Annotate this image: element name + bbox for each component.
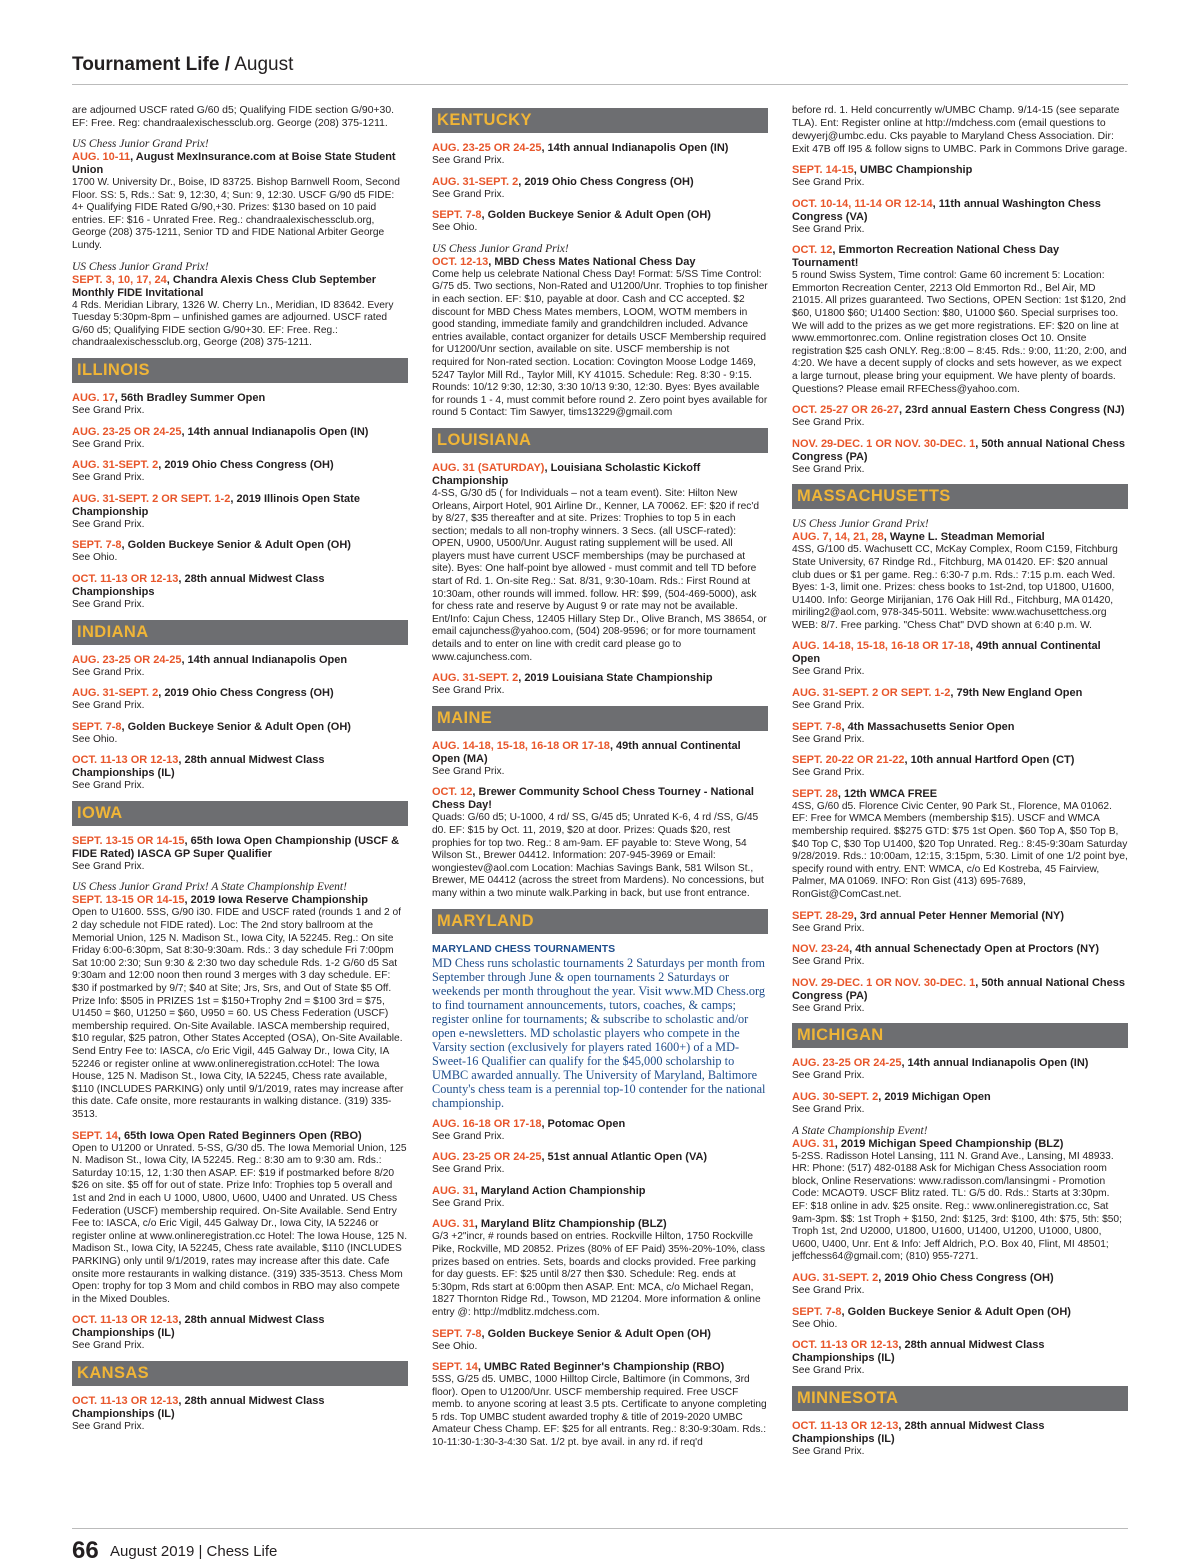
listing-dates: SEPT. 14 bbox=[432, 1361, 478, 1374]
listing-heading bbox=[792, 1306, 1128, 1319]
listing-title: , 2019 Ohio Chess Congress (OH) bbox=[518, 175, 694, 188]
notice-text: MD Chess runs scholastic tournaments 2 Saturdays per month from September through June & open tournaments 2 Saturdays or weekends per month throughout the year. Visit www.MD Chess.org to find tournament announcements, tutors, coaches, & camps; register online for tournaments; & subscribe to scholastic and/or open e-newsletters. MD scholastic players who compete in the Varsity section (exclusively for players rated 1600+) of a MD-Sweet-16 Qualifier can qualify for the $45,000 scholarship to UMBC awarded annually. The University of Maryland, Baltimore County's chess team is a perennial top-10 contender for the national championship. bbox=[432, 955, 766, 1110]
listing-details: See Grand Prix. bbox=[792, 223, 865, 235]
listing-dates: OCT. 25-27 OR 26-27 bbox=[792, 404, 899, 417]
listing-heading bbox=[792, 943, 1128, 956]
listing-title: , Brewer Community School Chess Tourney - National Chess Day! bbox=[432, 786, 754, 812]
listing-dates: SEPT. 7-8 bbox=[432, 209, 482, 222]
listing-title: , 14th annual Indianapolis Open (IN) bbox=[541, 142, 729, 154]
state-heading: MAINE bbox=[432, 706, 768, 731]
listing-heading bbox=[792, 1091, 1128, 1104]
tournament-listing bbox=[72, 835, 408, 874]
tournament-listing bbox=[72, 721, 408, 747]
listing-dates: SEPT. 13-15 OR 14-15 bbox=[72, 894, 185, 907]
listing-heading bbox=[792, 244, 1128, 270]
listing-dates: OCT. 11-13 OR 12-13 bbox=[72, 1314, 179, 1327]
listing-details: See Grand Prix. bbox=[792, 1070, 865, 1082]
listing-heading bbox=[72, 835, 408, 861]
state-heading: KENTUCKY bbox=[432, 108, 768, 133]
listing-details: See Grand Prix. bbox=[72, 518, 145, 530]
listing-dates: AUG. 31 bbox=[432, 1218, 475, 1231]
listing-details: See Grand Prix. bbox=[72, 860, 145, 872]
listing-details: See Grand Prix. bbox=[432, 188, 505, 200]
listing-tagline: US Chess Junior Grand Prix! bbox=[792, 518, 929, 531]
listing-dates: SEPT. 28-29 bbox=[792, 909, 854, 922]
listing-title: , Golden Buckeye Senior & Adult Open (OH) bbox=[481, 209, 711, 222]
tournament-listing bbox=[792, 1091, 1128, 1117]
listing-dates: SEPT. 13-15 OR 14-15 bbox=[72, 834, 185, 847]
listing-details: See Grand Prix. bbox=[72, 780, 145, 792]
listing-title: , 14th annual Indianapolis Open (IN) bbox=[901, 1057, 1089, 1070]
listing-heading bbox=[432, 462, 768, 488]
listing-details: See Grand Prix. bbox=[792, 666, 865, 678]
listing-title: , 28th annual Midwest Class Championships bbox=[72, 572, 325, 598]
listing-dates: SEPT. 3, 10, 17, 24 bbox=[72, 273, 167, 286]
listing-dates: AUG. 7, 14, 21, 28 bbox=[792, 531, 884, 544]
notice-heading: MARYLAND CHESS TOURNAMENTS bbox=[432, 942, 616, 955]
listing-heading bbox=[792, 1272, 1128, 1285]
tournament-listing bbox=[792, 687, 1128, 713]
listing-details: See Grand Prix. bbox=[432, 1164, 505, 1176]
tournament-listing bbox=[792, 1306, 1128, 1332]
continued-text: before rd. 1. Held concurrently w/UMBC Champ. 9/14-15 (see separate TLA). Ent: Register online at http://mdchess.com (email questions to dewyerj@umbc.edu. Cks payable to Maryland Chess Association. Dir: Exit 47B off I95 & follow signs to UMBC. Park in Commons Drive garage. bbox=[792, 105, 1128, 155]
tournament-listing bbox=[792, 164, 1128, 190]
listing-heading bbox=[792, 977, 1128, 1003]
tournament-listing bbox=[432, 740, 768, 779]
listing-details: See Grand Prix. bbox=[792, 1365, 865, 1377]
state-heading: MINNESOTA bbox=[792, 1386, 1128, 1411]
tournament-listing bbox=[432, 1218, 768, 1319]
listing-heading bbox=[792, 1339, 1128, 1365]
listing-heading bbox=[432, 1328, 768, 1341]
listing-heading bbox=[792, 640, 1128, 666]
listing-details: See Grand Prix. bbox=[72, 1340, 145, 1352]
listing-heading bbox=[432, 1361, 768, 1374]
listing-dates: OCT. 11-13 OR 12-13 bbox=[792, 1419, 899, 1432]
listing-dates: SEPT. 14-15 bbox=[792, 164, 854, 176]
listing-dates: AUG. 23-25 OR 24-25 bbox=[432, 1151, 542, 1164]
tournament-listing bbox=[432, 243, 768, 420]
tournament-listing bbox=[72, 881, 408, 1121]
tournament-listing bbox=[792, 788, 1128, 902]
column-2 bbox=[432, 104, 768, 1518]
listing-details: See Grand Prix. bbox=[792, 956, 865, 968]
listing-heading bbox=[432, 672, 768, 685]
listing-dates: AUG. 31-SEPT. 2 bbox=[432, 672, 519, 685]
tournament-listing bbox=[792, 721, 1128, 747]
listing-dates: SEPT. 7-8 bbox=[72, 720, 122, 733]
listing-heading bbox=[432, 1218, 768, 1231]
listing-heading bbox=[432, 786, 768, 812]
listing-heading bbox=[792, 404, 1128, 417]
listing-details: See Ohio. bbox=[792, 1318, 838, 1330]
tournament-listing bbox=[792, 438, 1128, 477]
tournament-listing bbox=[72, 1130, 408, 1307]
tournament-listing bbox=[432, 1361, 768, 1450]
listing-details: See Grand Prix. bbox=[432, 1197, 505, 1209]
listing-title: , Golden Buckeye Senior & Adult Open (OH) bbox=[481, 1327, 711, 1340]
listing-title: , 49th annual Continental Open bbox=[792, 640, 1101, 666]
tournament-listing bbox=[432, 1151, 768, 1177]
state-notice bbox=[432, 943, 768, 1110]
page-header bbox=[72, 54, 293, 76]
listing-details: 5SS, G/25 d5. UMBC, 1000 Hilltop Circle, Baltimore (in Commons, 3rd floor). Open to U1200/Unr. USCF membership required. Free USCF memb. to anyone scoring at least 3.5 pts. Certificate to anyone completing 5 rds. Top UMBC student awarded trophy & title of 2019-2020 UMBC Amateur Chess Champ. EF: $25 for all entrants. Reg.: 8:30-9:30am. Rds.: 10-11:30-1:30-3-4:30 Sat. 1/2 pt. bye avail. in any rd. if req'd bbox=[432, 1374, 767, 1449]
tournament-listing bbox=[72, 539, 408, 565]
listing-title: , 2019 Iowa Reserve Championship bbox=[184, 894, 368, 907]
listing-dates: NOV. 29-DEC. 1 OR NOV. 30-DEC. 1 bbox=[792, 976, 976, 989]
listing-heading bbox=[792, 910, 1128, 923]
listing-dates: SEPT. 28 bbox=[792, 787, 838, 800]
listing-details: See Grand Prix. bbox=[72, 1420, 145, 1432]
tournament-listing bbox=[792, 977, 1128, 1016]
tournament-listing bbox=[792, 1057, 1128, 1083]
listing-dates: AUG. 31-SEPT. 2 OR SEPT. 1-2 bbox=[72, 492, 231, 505]
listing-heading bbox=[432, 142, 768, 155]
state-heading: ILLINOIS bbox=[72, 358, 408, 383]
tournament-listing bbox=[432, 142, 768, 168]
listing-tagline: A State Championship Event! bbox=[792, 1124, 928, 1137]
listing-title: , 2019 Ohio Chess Congress (OH) bbox=[158, 459, 334, 472]
listing-title: , 14th annual Indianapolis Open bbox=[181, 653, 348, 666]
listing-details: 4SS, G/60 d5. Florence Civic Center, 90 Park St., Florence, MA 01062. EF: Free for WMCA Members (membership $15). USCF and WMCA membership required. $$275 GTD: $75 1st Open. $60 Top A, $50 Top B, $40 Top C, $30 Top U1400, $20 Top Unrated. Reg.: 8:45-9:30am Saturday 9/28/2019. Rds.: 10:00am, 12:15, 3:15pm, 5:30. Limit of one 1/2 point bye, specify round with entry. ENT: WMCA, c/o Ed Kostreba, 45 Fairview, Palmer, MA 01069. INFO: Ron Gist (413) 695-7689, RonGist@ComCast.net. bbox=[792, 800, 1128, 900]
listing-heading bbox=[792, 438, 1128, 464]
state-heading: MASSACHUSETTS bbox=[792, 484, 1128, 509]
page-footer bbox=[72, 1537, 277, 1565]
column-1 bbox=[72, 104, 408, 1518]
listing-title: , 2019 Louisiana State Championship bbox=[518, 672, 713, 685]
listing-tagline: US Chess Junior Grand Prix! bbox=[72, 260, 209, 273]
tournament-listing bbox=[72, 1395, 408, 1434]
listing-details: See Grand Prix. bbox=[72, 404, 145, 416]
listing-details: See Grand Prix. bbox=[792, 1103, 865, 1115]
listing-title: , 28th annual Midwest Class Championships (IL) bbox=[72, 754, 325, 780]
listing-title: , 28th annual Midwest Class Championships (IL) bbox=[72, 1394, 325, 1420]
tournament-listing bbox=[72, 1314, 408, 1353]
listing-heading bbox=[72, 573, 408, 599]
tournament-listing bbox=[792, 1339, 1128, 1378]
listing-dates: AUG. 23-25 OR 24-25 bbox=[792, 1057, 902, 1070]
listing-details: See Ohio. bbox=[72, 733, 118, 745]
listing-dates: AUG. 31 bbox=[792, 1137, 835, 1150]
listing-details: See Grand Prix. bbox=[792, 177, 865, 188]
listing-heading bbox=[792, 1420, 1128, 1446]
listing-details: Open to U1200 or Unrated. 5-SS, G/30 d5. The Iowa Memorial Union, 125 N. Madison St., Iowa City, IA 52245. Reg.: 8:30 am to 9:30 am. Rds.: Saturday 10:15, 12, 1:30 then ASAP. EF: $19 if postmarked before 8/20 $26 on site. $5 off for out of state. Prize Info: Trophies top 5 overall and 1st and 2nd in each U 1000, U800, U600, U400 and Unrated. US Chess Federation (USCF) membership required. On-Site Available. Send Entry Fee to: IASCA, c/o Eric Vigil, 445 Galway Dr., Iowa City, IA 52246 or register online at www.onlineregistration.cc Hotel: The Iowa House, 125 N. Madison St., Iowa City, IA 52245, Chess rate available, $110 (INCLUDES PARKING) only until 9/1/2019, rates may increase after this date. Cafe onsite more restaurants in walking distance. (319) 335-3513. Chess Mom Open: trophy for top 3 Mom and child combos in RBO may also compete in the Mixed Doubles. bbox=[72, 1142, 408, 1305]
listing-details: Open to U1600. 5SS, G/90 i30. FIDE and USCF rated (rounds 1 and 2 of 2 day schedule not FIDE rated). Loc: The 2nd story ballroom at the Memorial Union, 125 N. Madison St., Iowa City, IA 52245. Reg.: On site Friday 6:00-6:30pm, Sat 8:30-9:30am. Rds.: 3 day schedule Fri 7:00pm Sat 10:00 2:30; Sun 9:30 & 2:30 two day schedule Rds. 1-2 G/60 d5 Sat 9:30am and 12:00 noon then round 3 merges with 3 day schedule. EF: $30 if postmarked by 9/7; $40 at Site; Jrs, Srs, and Out of State $5 Off. Prize Info: $505 in PRIZES 1st = $150+Trophy 2nd = $100 3rd = $75, U1450 = $60, U1250 = $60, U950 = 60. US Chess Federation (USCF) membership required. On-Site Available. IASCA membership required, $10 regular, $25 patron, Other States Accepted (OSA), On-Site Available. Send Entry Fee to: IASCA, c/o Eric Vigil, 445 Galway Dr., Iowa City, IA 52246 or register online at www.onlineregistration.ccHotel: The Iowa House, 125 N. Madison St., Iowa City, IA 52245, Chess rate available, $110 (INCLUDES PARKING) only until 9/1/2019, rates may increase after this date. Cafe onsite, more restaurants in walking distance. (319) 335-3513. bbox=[72, 907, 404, 1120]
tournament-listing bbox=[432, 209, 768, 235]
listing-dates: OCT. 12 bbox=[792, 244, 833, 257]
tournament-listing bbox=[432, 462, 768, 664]
listing-title: , Wayne L. Steadman Memorial bbox=[883, 531, 1045, 544]
tournament-listing bbox=[72, 138, 408, 253]
listing-details: 4SS, G/100 d5. Wachusett CC, McKay Complex, Room C159, Fitchburg State University, 67 Rindge Rd., Fitchburg, MA 01420. EF: $20 annual club dues or $1 per game. Reg.: 6:30-7 p.m. Rds.: 7:15 p.m. each Wed. Byes: 1-3, limit one. Prizes: chess books to 1st-2nd, top U1800, U1600, U1400. Info: George Mirijanian, 176 Oak Hill Rd., Fitchburg, MA 01420, miriling2@aol.com, 978-345-5011. Website: www.wachusettchess.org WEB: 8/7. Free parking. "Chess Chat" DVD shown at 6:40 p.m. W. bbox=[792, 544, 1118, 631]
listing-title: , Golden Buckeye Senior & Adult Open (OH) bbox=[121, 539, 351, 552]
listing-heading bbox=[432, 1118, 768, 1131]
header-month: August bbox=[234, 54, 294, 75]
listing-dates: OCT. 12 bbox=[432, 786, 473, 799]
tournament-listing bbox=[432, 1118, 768, 1144]
listing-details: Quads: G/60 d5; U-1000, 4 rd/ SS, G/45 d5; Unrated K-6, 4 rd /SS, G/45 d0. EF: $15 by Oct. 11, 2019, $20 at door. Prizes: Quads $20, rest prophies for top two. Reg.: 8 am-9am. EF payable to: Steve Wong, 54 Wilson St., Brewer 04412. Information: 207-945-3969 or Email: wongiestev@aol.com Location: Machias Savings Bank, 581 Wilson St., Brewer, ME 04412 (across the street from Mardens). No concessions, but many within a two minute walk.Parking in back, but use front entrance. bbox=[432, 812, 764, 899]
listing-details: See Grand Prix. bbox=[432, 685, 505, 697]
listing-title: , 65th Iowa Open Rated Beginners Open (RBO) bbox=[117, 1129, 362, 1142]
listing-dates: AUG. 17 bbox=[72, 391, 115, 404]
listing-heading bbox=[72, 459, 408, 472]
listing-title: , 65th Iowa Open Championship (USCF & FIDE Rated) IASCA GP Super Qualifier bbox=[72, 834, 400, 860]
listing-heading bbox=[792, 687, 1128, 700]
listing-dates: AUG. 31 bbox=[432, 1184, 475, 1197]
listing-title: , 4th Massachusetts Senior Open bbox=[841, 720, 1015, 733]
listing-details: G/3 +2"incr, # rounds based on entries. Rockville Hilton, 1750 Rockville Pike, Rockville, MD 20852. Prizes (80% of EF Paid) 35%-20%-10%, class prizes based on entries. Sets, boards and clocks provided. Free parking for day guests. EF: $25 until 8/27 then $30. Schedule: Reg. ends at 5:30pm, Rds start at 6:00pm then ASAP. Ent: MCA, c/o Michael Regan, 1827 Thornton Ridge Rd., Towson, MD 21204. More information & online entry @: http://mdblitz.mdchess.com. bbox=[432, 1231, 765, 1318]
listing-details: See Ohio. bbox=[72, 552, 118, 564]
listing-dates: OCT. 11-13 OR 12-13 bbox=[72, 754, 179, 767]
listing-heading bbox=[432, 740, 768, 766]
listing-dates: SEPT. 7-8 bbox=[72, 539, 122, 552]
tournament-listing bbox=[72, 654, 408, 680]
tournament-listing bbox=[72, 493, 408, 532]
listing-heading bbox=[72, 539, 408, 552]
listing-title: , 28th annual Midwest Class Championships (IL) bbox=[72, 1314, 325, 1340]
listing-title: , UMBC Rated Beginner's Championship (RBO) bbox=[477, 1361, 725, 1374]
listing-dates: AUG. 30-SEPT. 2 bbox=[792, 1090, 879, 1103]
listing-heading bbox=[792, 788, 1128, 801]
listing-dates: AUG. 10-11 bbox=[72, 151, 131, 163]
listing-heading bbox=[72, 1395, 408, 1421]
listing-heading bbox=[792, 164, 1128, 177]
listing-title: , 14th annual Indianapolis Open (IN) bbox=[181, 425, 369, 438]
listing-dates: AUG. 23-25 OR 24-25 bbox=[432, 142, 542, 154]
listing-dates: AUG. 16-18 OR 17-18 bbox=[432, 1117, 542, 1130]
listing-heading bbox=[432, 1185, 768, 1198]
listing-heading bbox=[432, 176, 768, 189]
tournament-listing bbox=[792, 198, 1128, 237]
listing-heading bbox=[72, 392, 408, 405]
state-heading: KANSAS bbox=[72, 1361, 408, 1386]
listing-details: Come help us celebrate National Chess Day! Format: 5/SS Time Control: G/75 d5. Two sections, Non-Rated and U1200/Unr. Trophies to top finisher in each section. EF: $10, payable at door. Cash and CC accepted. $2 discount for MBD Chess Mates members, LOOM, WOTM members in good standing, immediate family and grandchildren included. Advance entries available, contact organizer for details USCF Membership required for U1200/Unr section, available on site. USCF membership is not required for Non-rated section. Location: Covington Moose Lodge 1469, 5247 Taylor Mill Rd., Taylor Mill, KY 41015. Schedule: Reg. 8:30 - 9:15. Rounds: 10/12 9:30, 12:30, 3:30 10/13 9:30, 12:30. Byes: Byes available for rounds 1 - 4, must commit before round 2. Zero point byes available for round 5 Contact: Tim Sawyer, tims13229@gmail.com bbox=[432, 268, 768, 419]
listing-details: See Grand Prix. bbox=[72, 472, 145, 484]
listing-details: See Grand Prix. bbox=[432, 155, 505, 166]
listing-title: , 56th Bradley Summer Open bbox=[114, 391, 266, 404]
listing-dates: OCT. 12-13 bbox=[432, 255, 489, 268]
listing-title: , Louisiana Scholastic Kickoff Championship bbox=[432, 461, 701, 487]
listing-dates: SEPT. 20-22 OR 21-22 bbox=[792, 754, 905, 767]
listing-dates: NOV. 29-DEC. 1 OR NOV. 30-DEC. 1 bbox=[792, 437, 976, 450]
listing-title: , MBD Chess Mates National Chess Day bbox=[488, 255, 696, 268]
listing-heading bbox=[792, 531, 1128, 544]
tournament-listing bbox=[792, 1420, 1128, 1459]
section-title: Tournament Life bbox=[72, 54, 220, 75]
header-separator: / bbox=[224, 54, 230, 75]
listing-dates: AUG. 31-SEPT. 2 bbox=[72, 459, 159, 472]
tournament-listing bbox=[792, 640, 1128, 679]
listing-details: See Grand Prix. bbox=[72, 666, 145, 678]
tournament-listing bbox=[792, 518, 1128, 632]
listing-details: See Grand Prix. bbox=[792, 767, 865, 779]
continued-text: are adjourned USCF rated G/60 d5; Qualifying FIDE section G/90+30. EF: Free. Reg: chandraalexischessclub.org. George (208) 375-1211. bbox=[72, 105, 394, 129]
tournament-listing bbox=[792, 1125, 1128, 1264]
tournament-listing bbox=[792, 1272, 1128, 1298]
listing-dates: OCT. 11-13 OR 12-13 bbox=[792, 1339, 899, 1352]
listing-details: See Grand Prix. bbox=[792, 463, 865, 475]
column-3 bbox=[792, 104, 1128, 1518]
listing-dates: SEPT. 7-8 bbox=[792, 720, 842, 733]
listing-title: , 2019 Ohio Chess Congress (OH) bbox=[158, 687, 334, 700]
listing-title: , 10th annual Hartford Open (CT) bbox=[904, 754, 1075, 767]
state-heading: IOWA bbox=[72, 801, 408, 826]
listing-heading bbox=[72, 1314, 408, 1340]
state-heading: MARYLAND bbox=[432, 909, 768, 934]
tournament-listing bbox=[72, 261, 408, 350]
listing-columns bbox=[72, 104, 1128, 1518]
tournament-listing bbox=[432, 786, 768, 900]
listing-dates: AUG. 31 (SATURDAY) bbox=[432, 461, 545, 474]
listing-heading bbox=[72, 894, 408, 907]
tournament-listing bbox=[792, 244, 1128, 396]
listing-title: , 51st annual Atlantic Open (VA) bbox=[541, 1151, 708, 1164]
listing-title: , Golden Buckeye Senior & Adult Open (OH) bbox=[841, 1305, 1071, 1318]
listing-heading bbox=[432, 209, 768, 222]
listing-title: , Golden Buckeye Senior & Adult Open (OH) bbox=[121, 720, 351, 733]
listing-heading bbox=[72, 687, 408, 700]
listing-details: See Grand Prix. bbox=[792, 1445, 865, 1457]
listing-dates: AUG. 23-25 OR 24-25 bbox=[72, 653, 182, 666]
listing-heading bbox=[72, 274, 408, 300]
listing-title: , 28th annual Midwest Class Championships (IL) bbox=[792, 1419, 1045, 1445]
listing-dates: AUG. 31-SEPT. 2 bbox=[432, 175, 519, 188]
listing-details: See Grand Prix. bbox=[432, 765, 505, 777]
listing-title: , 49th annual Continental Open (MA) bbox=[432, 739, 741, 765]
listing-dates: AUG. 31-SEPT. 2 OR SEPT. 1-2 bbox=[792, 687, 951, 700]
listing-details: See Grand Prix. bbox=[72, 438, 145, 450]
listing-heading bbox=[72, 151, 408, 177]
listing-heading bbox=[792, 754, 1128, 767]
listing-title: , August MexInsurance.com at Boise State Student Union bbox=[72, 151, 396, 176]
listing-title: , Chandra Alexis Chess Club September Monthly FIDE Invitational bbox=[72, 273, 377, 299]
tournament-listing bbox=[72, 687, 408, 713]
listing-heading bbox=[432, 1151, 768, 1164]
listing-title: , 2019 Michigan Speed Championship (BLZ) bbox=[834, 1137, 1064, 1150]
listing-heading bbox=[792, 1057, 1128, 1070]
listing-dates: OCT. 11-13 OR 12-13 bbox=[72, 572, 179, 585]
listing-title: , 50th annual National Chess Congress (PA) bbox=[792, 976, 1125, 1002]
listing-details: See Grand Prix. bbox=[72, 700, 145, 712]
listing-title: , 4th annual Schenectady Open at Proctors (NY) bbox=[849, 943, 1100, 956]
listing-details: See Ohio. bbox=[432, 1340, 478, 1352]
listing-heading bbox=[72, 754, 408, 780]
listing-details: See Grand Prix. bbox=[72, 598, 145, 610]
listing-dates: OCT. 10-14, 11-14 OR 12-14 bbox=[792, 197, 933, 210]
tournament-listing bbox=[72, 573, 408, 612]
listing-details: See Grand Prix. bbox=[792, 1284, 865, 1296]
listing-title: , 2019 Michigan Open bbox=[878, 1090, 991, 1103]
listing-details: 4 Rds. Meridian Library, 1326 W. Cherry Ln., Meridian, ID 83642. Every Tuesday 5:30pm-8pm – unfinished games are adjourned. USCF rated G/60 d5; Qualifying FIDE section G/90+30. EF: Free. Reg.: chandraalexischessclub.org, George (208) 375-1211. bbox=[72, 299, 394, 349]
page-number: 66 bbox=[72, 1537, 99, 1564]
listing-heading bbox=[72, 1130, 408, 1143]
tournament-listing bbox=[432, 672, 768, 698]
listing-details: See Grand Prix. bbox=[792, 417, 865, 429]
listing-title: , 79th New England Open bbox=[950, 687, 1083, 700]
listing-title: , 28th annual Midwest Class Championships (IL) bbox=[792, 1339, 1045, 1365]
listing-dates: AUG. 23-25 OR 24-25 bbox=[72, 425, 182, 438]
tournament-listing bbox=[792, 910, 1128, 936]
listing-details: 5 round Swiss System, Time control: Game 60 increment 5: Location: Emmorton Recreation Center, 2213 Old Emmorton Rd., Bel Air, MD 21015. All prizes guaranteed. Two Sections, OPEN Section: 1st $120, 2nd $60, U1800 $60; U1400 Section: $80, U1000 $60. Special surprises too. We will add to the prizes as we get more registrations. EF: $20 on line at www.emmortonrec.com. Online registration closes Oct 10. Onsite registration $25 cash ONLY. Reg.:8:00 – 8:45. Rds.: 9:00, 11:20, 2:00, and 4:20. We have a decent supply of clocks and sets however, as we expect a large turnout, please bring your equipment. We have plenty of boards. Questions? Please email RFEChess@yahoo.com. bbox=[792, 270, 1127, 395]
listing-tagline: US Chess Junior Grand Prix! bbox=[432, 242, 569, 255]
listing-heading bbox=[72, 426, 408, 439]
listing-dates: SEPT. 7-8 bbox=[792, 1305, 842, 1318]
listing-details: See Grand Prix. bbox=[792, 733, 865, 745]
listing-title: , 12th WMCA FREE bbox=[837, 787, 938, 800]
listing-title: , UMBC Championship bbox=[853, 164, 973, 176]
listing-details: See Ohio. bbox=[432, 222, 478, 234]
listing-title: , Maryland Action Championship bbox=[474, 1184, 646, 1197]
tournament-listing bbox=[432, 176, 768, 202]
listing-details: 4-SS, G/30 d5 ( for Individuals – not a team event). Site: Hilton New Orleans, Airport Hotel, 901 Airline Dr., Kenner, LA 70062. EF: $20 if rec'd by 8/27, $35 thereafter and at site. Prizes: Trophies to top 5 in each section; medals to all non-trophy winners. 3 Secs. (all USCF-rated): OPEN, U900, U500/Unr. August rating supplement will be used. All players must have current USCF memberships (may be purchased at site). Byes: One half-point bye allowed - must commit and tell TD before start of Rd. 1. On-site Reg.: Sat. 8/31, 9:30-10am. Rds.: First Round at 10:30am, other rounds will immed. follow. HR: $99, (504-469-5000), ask for chess rate and reserve by August 9 or rate may not be available. Ent/Info: Cajun Chess, 12405 Hillary Step Dr., Olive Branch, MS 38654, or email cajunchess@yahoo.com, (504) 208-9596; or for more tournament details and to enter on line with credit card please go to www.cajunchess.com. bbox=[432, 487, 767, 663]
issue-label: August 2019 | Chess Life bbox=[110, 1543, 278, 1560]
listing-details: See Grand Prix. bbox=[792, 922, 865, 934]
listing-title: , 2019 Ohio Chess Congress (OH) bbox=[878, 1271, 1054, 1284]
listing-title: , Potomac Open bbox=[541, 1117, 626, 1130]
listing-dates: NOV. 23-24 bbox=[792, 943, 850, 956]
tournament-listing bbox=[72, 459, 408, 485]
listing-title: , Maryland Blitz Championship (BLZ) bbox=[474, 1218, 667, 1231]
listing-details: 1700 W. University Dr., Boise, ID 83725. Bishop Barnwell Room, Second Floor. SS: 5, Rds.: Sat: 9, 12:30, 4; Sun: 9, 12:30. USCF G/90 d5 FIDE: 4+ Qualifying FIDE Rated G/90,+30. Prizes: $130 based on 10 paid entries. EF: $16 - Unrated Free. Reg.: chandraalexischessclub.org, George (208) 375-1211, Senior TD and FIDE National Arbiter George Lundy. bbox=[72, 177, 400, 251]
listing-dates: AUG. 31-SEPT. 2 bbox=[792, 1271, 879, 1284]
listing-title: , 3rd annual Peter Henner Memorial (NY) bbox=[853, 909, 1065, 922]
state-heading: INDIANA bbox=[72, 620, 408, 645]
tournament-listing bbox=[792, 404, 1128, 430]
tournament-listing bbox=[432, 1328, 768, 1354]
listing-dates: AUG. 14-18, 15-18, 16-18 OR 17-18 bbox=[792, 640, 970, 653]
listing-dates: AUG. 31-SEPT. 2 bbox=[72, 687, 159, 700]
listing-details: See Grand Prix. bbox=[792, 1002, 865, 1014]
listing-details: See Grand Prix. bbox=[792, 700, 865, 712]
tournament-listing bbox=[72, 754, 408, 793]
tournament-listing bbox=[432, 1185, 768, 1211]
listing-title: , 2019 Illinois Open State Championship bbox=[72, 492, 360, 518]
header-rule bbox=[72, 84, 1128, 85]
listing-title: , 50th annual National Chess Congress (PA) bbox=[792, 437, 1125, 463]
listing-tagline: US Chess Junior Grand Prix! A State Championship Event! bbox=[72, 881, 347, 894]
listing-heading bbox=[72, 493, 408, 519]
tournament-listing bbox=[72, 426, 408, 452]
footer-rule bbox=[72, 1528, 1128, 1529]
tournament-listing bbox=[72, 392, 408, 418]
listing-details: See Grand Prix. bbox=[432, 1130, 505, 1142]
listing-dates: AUG. 14-18, 15-18, 16-18 OR 17-18 bbox=[432, 739, 610, 752]
listing-dates: OCT. 11-13 OR 12-13 bbox=[72, 1394, 179, 1407]
listing-dates: SEPT. 14 bbox=[72, 1129, 118, 1142]
listing-title: , 23rd annual Eastern Chess Congress (NJ) bbox=[899, 404, 1125, 417]
state-heading: LOUISIANA bbox=[432, 428, 768, 453]
state-heading: MICHIGAN bbox=[792, 1023, 1128, 1048]
tournament-listing bbox=[792, 754, 1128, 780]
listing-heading bbox=[72, 654, 408, 667]
tournament-listing bbox=[792, 943, 1128, 969]
listing-heading bbox=[792, 721, 1128, 734]
listing-tagline: US Chess Junior Grand Prix! bbox=[72, 138, 209, 150]
listing-title: , Emmorton Recreation National Chess Day Tournament! bbox=[792, 244, 1060, 270]
listing-heading bbox=[72, 721, 408, 734]
listing-heading bbox=[792, 198, 1128, 224]
listing-heading bbox=[792, 1138, 1128, 1151]
listing-heading bbox=[432, 256, 768, 269]
listing-details: 5-2SS. Radisson Hotel Lansing, 111 N. Grand Ave., Lansing, MI 48933. HR: Phone: (517) 482-0188 Ask for Michigan Chess Association room block, Online Reservations: www.radisson.com/lansingmi - Promotion Code: MCAOT9. USCF Blitz rated. TL: G/5 d0. Rds.: Starts at 3:30pm. EF: $18 online in adv. $25 onsite. Reg.: www.onlineregistration.cc, Sat 9am-3pm. $$: 1st Troph + $150, 2nd: $125, 3rd: $100, 4th: $75, 5th: $50; Troph 1st, 2nd U2000, U1800, U1600, U1400, U1200, U1000, U800, U600, U400, Unr. Ent & Info: Jeff Aldrich, P.O. Box 40, Flint, MI 48501; jeffchess64@gmail.com; (810) 955-7271. bbox=[792, 1150, 1122, 1263]
listing-title: , 11th annual Washington Chess Congress (VA) bbox=[792, 197, 1101, 223]
listing-dates: SEPT. 7-8 bbox=[432, 1327, 482, 1340]
